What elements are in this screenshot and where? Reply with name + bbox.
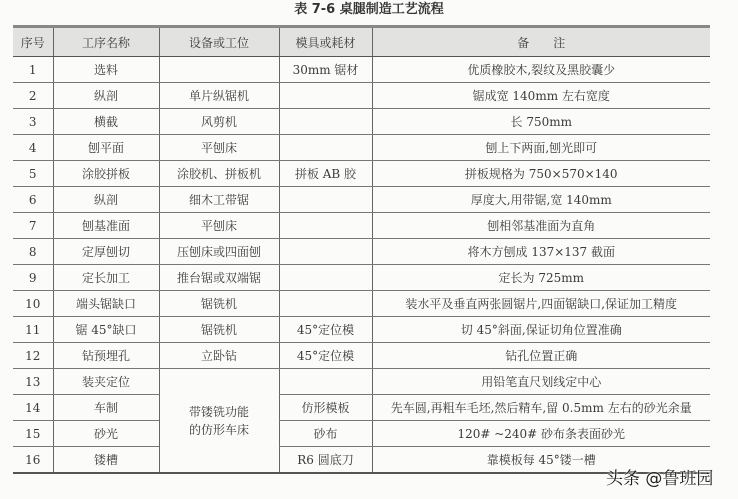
equipment-cell	[159, 57, 279, 83]
tooling-cell: 30mm 锯材	[279, 57, 372, 83]
equipment-cell: 推台锯或双端锯	[159, 265, 279, 291]
equipment-cell: 压刨床或四面刨	[159, 239, 279, 265]
remarks-cell: 刨相邻基准面为直角	[372, 213, 710, 239]
remarks-cell: 靠模板每 45°镂一槽	[372, 447, 710, 474]
process-name-cell: 锯 45°缺口	[53, 317, 159, 343]
row-number-cell: 11	[13, 317, 53, 343]
equipment-cell: 锯铣机	[159, 291, 279, 317]
tooling-cell: 45°定位模	[279, 343, 372, 369]
table-row	[13, 239, 710, 265]
row-number-cell: 12	[13, 343, 53, 369]
remarks-cell: 切 45°斜面,保证切角位置准确	[372, 317, 710, 343]
tooling-cell: 仿形模板	[279, 395, 372, 421]
tooling-cell	[279, 239, 372, 265]
table-row	[13, 369, 710, 395]
row-number-cell: 4	[13, 135, 53, 161]
equipment-cell: 风剪机	[159, 109, 279, 135]
remarks-cell: 用铅笔直尺划线定中心	[372, 369, 710, 395]
column-header: 备 注	[372, 27, 710, 57]
row-number-cell: 3	[13, 109, 53, 135]
table-row	[13, 135, 710, 161]
watermark: 头条 @鲁班园	[606, 469, 714, 489]
table-row	[13, 213, 710, 239]
row-number-cell: 2	[13, 83, 53, 109]
row-number-cell: 5	[13, 161, 53, 187]
process-name-cell: 涂胶拼板	[53, 161, 159, 187]
equipment-cell: 锯铣机	[159, 317, 279, 343]
tooling-cell	[279, 369, 372, 395]
table-row	[13, 265, 710, 291]
equipment-cell: 平刨床	[159, 135, 279, 161]
table-row	[13, 395, 710, 421]
equipment-cell: 涂胶机、拼板机	[159, 161, 279, 187]
remarks-cell: 定长为 725mm	[372, 265, 710, 291]
row-number-cell: 1	[13, 57, 53, 83]
tooling-cell: R6 圆底刀	[279, 447, 372, 474]
tooling-cell	[279, 187, 372, 213]
tooling-cell	[279, 135, 372, 161]
tooling-cell	[279, 83, 372, 109]
equipment-cell: 单片纵锯机	[159, 83, 279, 109]
table-row	[13, 291, 710, 317]
remarks-cell: 优质橡胶木,裂纹及黑胶囊少	[372, 57, 710, 83]
row-number-cell: 9	[13, 265, 53, 291]
remarks-cell: 锯成宽 140mm 左右宽度	[372, 83, 710, 109]
remarks-cell: 厚度大,用带锯,宽 140mm	[372, 187, 710, 213]
table-title: 表 7-6 桌腿制造工艺流程	[294, 2, 444, 17]
process-name-cell: 刨基准面	[53, 213, 159, 239]
process-name-cell: 纵剖	[53, 187, 159, 213]
remarks-cell: 长 750mm	[372, 109, 710, 135]
equipment-cell: 平刨床	[159, 213, 279, 239]
row-number-cell: 13	[13, 369, 53, 395]
row-number-cell: 6	[13, 187, 53, 213]
process-name-cell: 装夹定位	[53, 369, 159, 395]
remarks-cell: 将木方刨成 137×137 截面	[372, 239, 710, 265]
header-row	[13, 27, 710, 57]
remarks-cell: 120# ~240# 砂布条表面砂光	[372, 421, 710, 447]
tooling-cell: 拼板 AB 胶	[279, 161, 372, 187]
table-row	[13, 57, 710, 83]
row-number-cell: 7	[13, 213, 53, 239]
process-table	[13, 25, 710, 474]
column-header: 工序名称	[53, 27, 159, 57]
process-name-cell: 刨平面	[53, 135, 159, 161]
tooling-cell	[279, 109, 372, 135]
remarks-cell: 拼板规格为 750×570×140	[372, 161, 710, 187]
process-name-cell: 定长加工	[53, 265, 159, 291]
process-name-cell: 定厚刨切	[53, 239, 159, 265]
table-row	[13, 343, 710, 369]
process-name-cell: 镂槽	[53, 447, 159, 474]
process-name-cell: 横截	[53, 109, 159, 135]
table-row	[13, 421, 710, 447]
process-name-cell: 砂光	[53, 421, 159, 447]
process-name-cell: 车制	[53, 395, 159, 421]
row-number-cell: 14	[13, 395, 53, 421]
row-number-cell: 10	[13, 291, 53, 317]
table-row	[13, 83, 710, 109]
column-header: 序号	[13, 27, 53, 57]
tooling-cell	[279, 265, 372, 291]
equipment-cell: 带镂铣功能的仿形车床	[159, 369, 279, 474]
remarks-cell: 钻孔位置正确	[372, 343, 710, 369]
equipment-cell: 细木工带锯	[159, 187, 279, 213]
table-row	[13, 317, 710, 343]
table-row	[13, 109, 710, 135]
equipment-cell: 立卧钻	[159, 343, 279, 369]
row-number-cell: 16	[13, 447, 53, 474]
process-name-cell: 纵剖	[53, 83, 159, 109]
remarks-cell: 装水平及垂直两张圆锯片,四面锯缺口,保证加工精度	[372, 291, 710, 317]
row-number-cell: 15	[13, 421, 53, 447]
tooling-cell	[279, 291, 372, 317]
process-name-cell: 钻预埋孔	[53, 343, 159, 369]
table-row	[13, 161, 710, 187]
process-name-cell: 端头锯缺口	[53, 291, 159, 317]
remarks-cell: 刨上下两面,刨光即可	[372, 135, 710, 161]
tooling-cell	[279, 213, 372, 239]
table-row	[13, 187, 710, 213]
column-header: 设备或工位	[159, 27, 279, 57]
remarks-cell: 先车圆,再粗车毛坯,然后精车,留 0.5mm 左右的砂光余量	[372, 395, 710, 421]
process-name-cell: 选料	[53, 57, 159, 83]
tooling-cell: 砂布	[279, 421, 372, 447]
tooling-cell: 45°定位模	[279, 317, 372, 343]
column-header: 模具或耗材	[279, 27, 372, 57]
row-number-cell: 8	[13, 239, 53, 265]
